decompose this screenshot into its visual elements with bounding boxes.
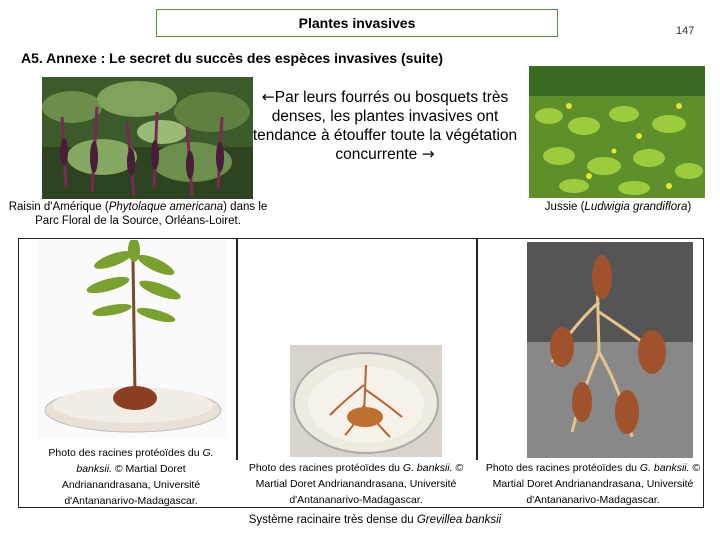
caption-grevillea-1: Photo des racines protéoïdes du G. banksii. © Martial Doret Andrianandrasana, Université d'Antananarivo-Madagascar. bbox=[48, 447, 214, 507]
species-name: Phytolaque americana bbox=[108, 201, 224, 213]
panel-divider bbox=[236, 238, 238, 460]
header-title: Plantes invasives bbox=[298, 15, 416, 31]
panel-divider bbox=[476, 238, 478, 460]
phytolacca-photo bbox=[42, 77, 253, 199]
arrow-right-icon: → bbox=[421, 145, 435, 163]
arrow-left-icon: ← bbox=[261, 88, 275, 106]
caption-grevillea-root-system: Système racinaire très dense du Grevillea banksii bbox=[248, 514, 502, 526]
section-subtitle: A5. Annexe : Le secret du succès des espèces invasives (suite) bbox=[21, 50, 444, 66]
ludwigia-photo bbox=[529, 66, 705, 198]
grevillea-photo-3 bbox=[527, 242, 693, 458]
grevillea-photo-1 bbox=[38, 240, 228, 438]
grevillea-photo-2 bbox=[290, 345, 442, 457]
caption-grevillea-3: Photo des racines protéoïdes du G. banksii. © Martial Doret Andrianandrasana, Université d'Antananarivo-Madagascar. bbox=[485, 462, 701, 506]
caption-phytolacca: Raisin d'Amérique (Phytolaque americana) dans le Parc Floral de la Source, Orléans-Loiret. bbox=[8, 201, 268, 227]
callout-text bbox=[250, 88, 520, 164]
header-title-box bbox=[156, 9, 558, 37]
species-name: Ludwigia grandiflora bbox=[584, 201, 688, 213]
caption-ludwigia: Jussie (Ludwigia grandiflora) bbox=[544, 201, 692, 213]
page-number: 147 bbox=[676, 25, 695, 37]
caption-grevillea-2: Photo des racines protéoïdes du G. banksii. © Martial Doret Andrianandrasana, Université d'Antananarivo-Madagascar. bbox=[248, 462, 464, 506]
callout-body: Par leurs fourrés ou bosquets très denses, les plantes invasives ont tendance à étouffer toute la végétation concurrente bbox=[252, 89, 518, 163]
